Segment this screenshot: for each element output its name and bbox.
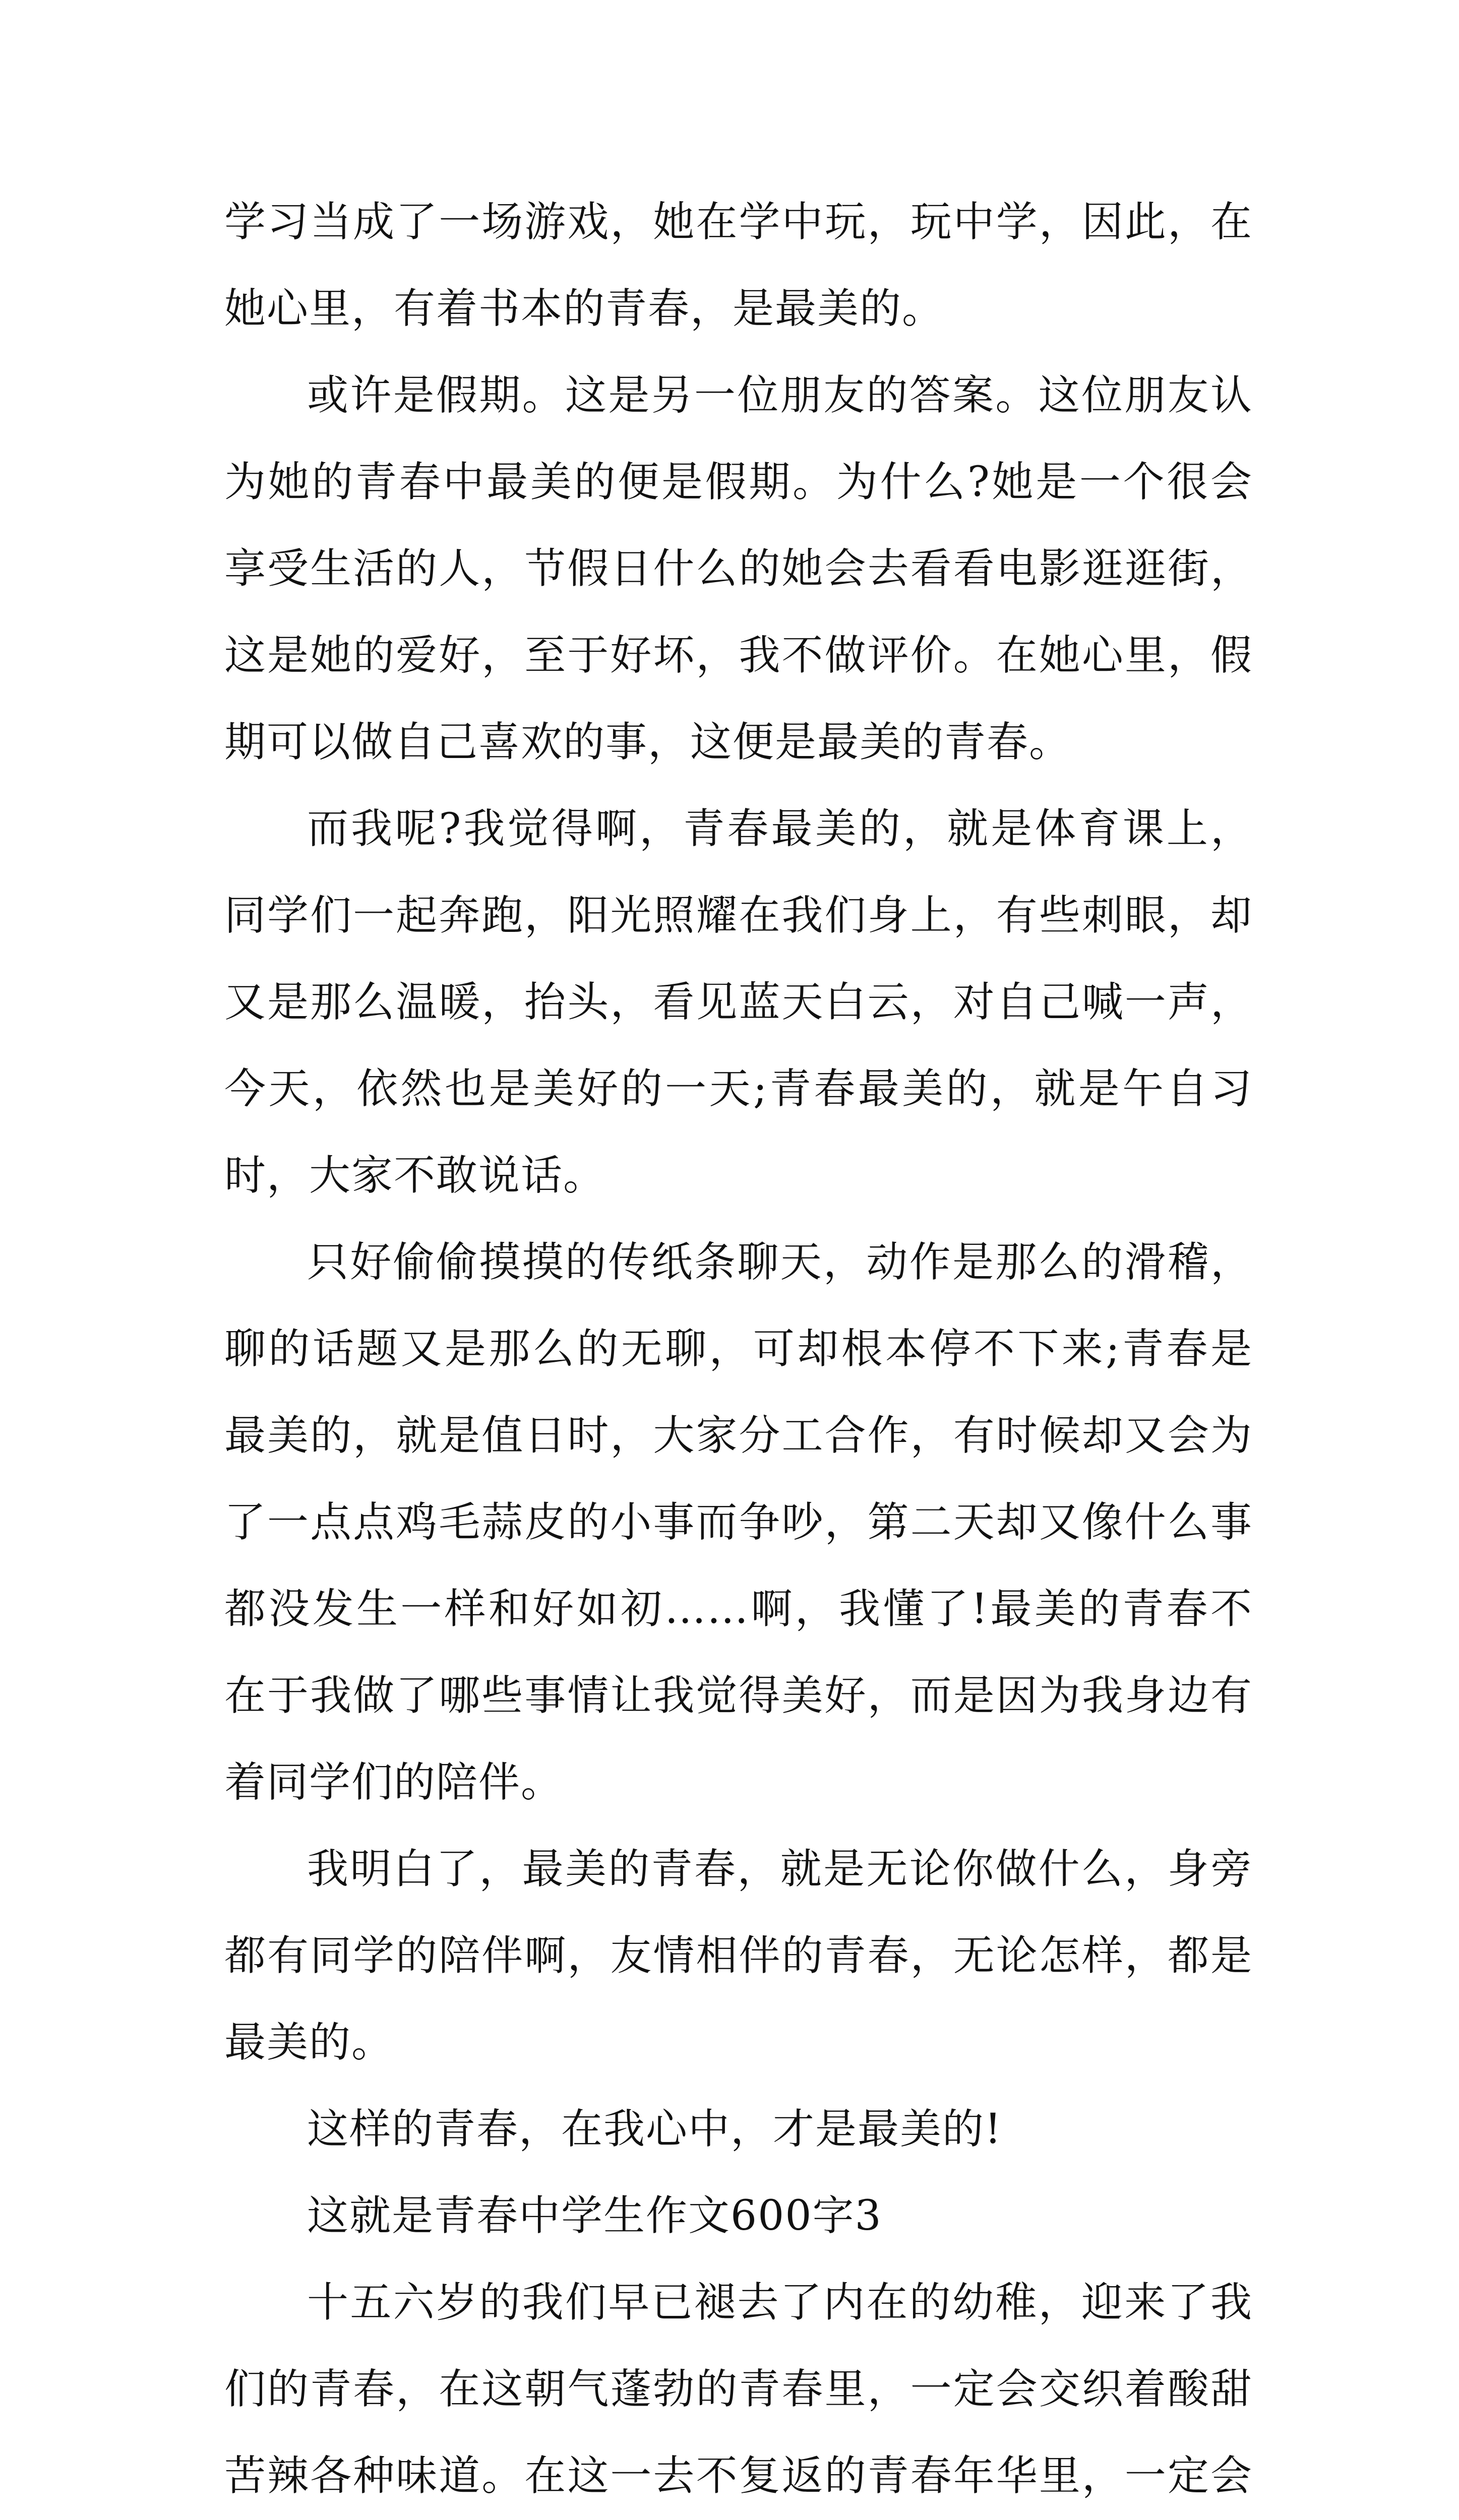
paragraph-continuation: 学习当成了一场游戏，她在学中玩，玩中学，因此，在她心里，有着书本的青春，是最美的。 <box>224 198 1253 333</box>
section-heading: 这就是青春中学生作文600字3 <box>307 2192 882 2240</box>
paragraph-conclusion: 这样的青春，在我心中，才是最美的! <box>307 2105 1002 2153</box>
article-body <box>224 179 1253 2520</box>
paragraph-understanding: 我明白了，最美的青春，就是无论你做什么，身旁都有同学的陪伴啊，友情相伴的青春，无论怎样，都是最美的。 <box>224 1845 1253 2066</box>
paragraph-notes: 只好偷偷摸摸的传纸条聊天，动作是那么的滑稽，聊的话题又是那么的无聊，可却根本停不下来;青春是最美的，就是值日时，大家分工合作，有时候却又会为了一点点鸡毛蒜皮的小事而争吵，第二天却又像什么事都没发生一样和好如初……啊，我懂了!最美的青春不在于我做了哪些事情让我觉得美好，而是因为我身边有着同学们的陪伴。 <box>224 1238 1253 1806</box>
paragraph-holiday: 或许是假期。这是另一位朋友的答案。这位朋友认为她的青春中最美的便是假期。为什么?她是一个很会享受生活的人，节假日什么的她会去看看电影逛逛街，这是她的爱好，至于好坏，我不做评价。在她心里，假期可以做自己喜欢的事，这便是最美的青春。 <box>224 371 1253 766</box>
paragraph-pe-class: 而我呢?我觉得啊，青春最美的，就是体育课上，同学们一起奔跑，阳光照耀在我们身上，有些刺眼，却又是那么温暖，抬头，看见蓝天白云，对自己喊一声，今天，依然也是美好的一天;青春最美的，就是午自习时，大家不敢说话。 <box>224 805 1253 1200</box>
paragraph-essay-three: 十五六岁的我们早已褪去了内在的幼稚，迎来了我们的青春，在这朝气蓬勃的青春里，一定会交织着酸甜苦辣各种味道。在这一去不复返的青春年华里，一定会 <box>224 2279 1253 2500</box>
